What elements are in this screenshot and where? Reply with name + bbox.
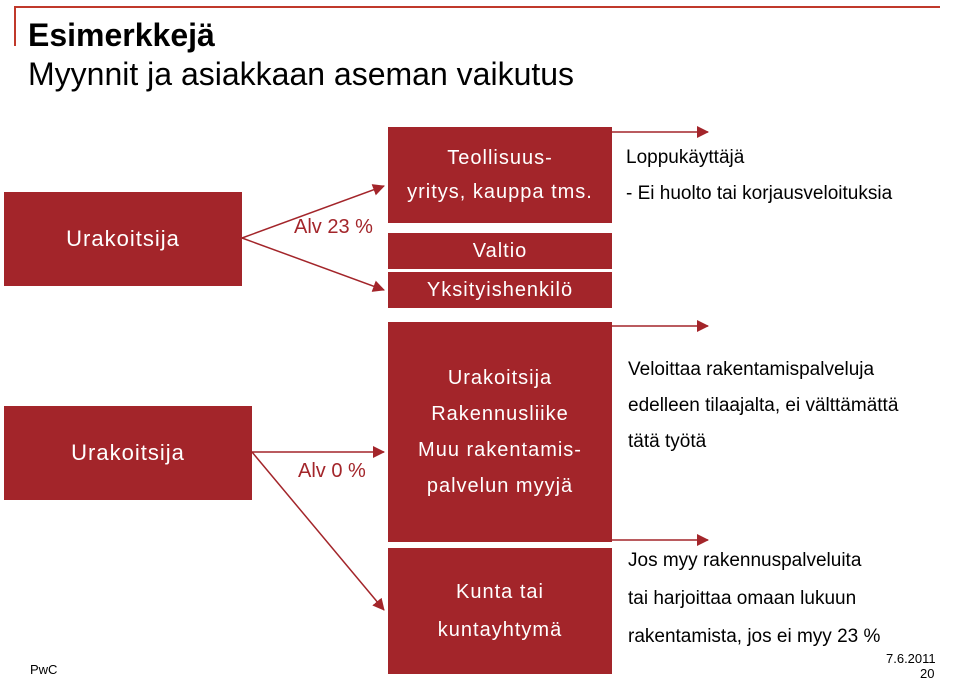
- note-line: tai harjoittaa omaan lukuun: [628, 588, 857, 609]
- buyer-line: palvelun myyjä: [426, 475, 574, 497]
- buyer-state-label: Valtio: [472, 239, 528, 262]
- buyer-box-industry: [388, 127, 612, 223]
- buyer-box-municipality: [388, 548, 612, 674]
- page-title: Esimerkkejä: [28, 17, 215, 53]
- buyer-line: Muu rakentamis-: [418, 439, 582, 461]
- vat-label-0: Alv 0 %: [298, 460, 366, 482]
- buyer-box-state: [388, 233, 612, 269]
- contractor-box-row1: [4, 192, 242, 286]
- note-line: - Ei huolto tai korjausveloituksia: [626, 183, 893, 204]
- buyer-line: yritys, kauppa tms.: [407, 181, 593, 203]
- note-line: tätä työtä: [628, 431, 707, 452]
- buyer-box-individual: [388, 272, 612, 308]
- buyer-individual-label: Yksityishenkilö: [426, 278, 574, 301]
- buyer-line: Teollisuus-: [447, 147, 553, 169]
- note-line: Veloittaa rakentamispalveluja: [628, 359, 875, 380]
- page-number: 20: [920, 666, 935, 681]
- brand-label: PwC: [30, 662, 58, 677]
- note-line: rakentamista, jos ei myy 23 %: [628, 626, 881, 647]
- contractor-box-row2: [4, 406, 252, 500]
- note-row3: [628, 542, 880, 656]
- buyer-line: kuntayhtymä: [437, 619, 563, 641]
- contractor-label: Urakoitsija: [66, 226, 180, 251]
- vat-label-23: Alv 23 %: [294, 216, 373, 238]
- buyer-line: Urakoitsija: [447, 367, 553, 389]
- contractor-label: Urakoitsija: [71, 440, 185, 465]
- note-row1: [626, 140, 892, 212]
- buyer-line: Rakennusliike: [431, 403, 569, 425]
- buyer-box-contractor: [388, 322, 612, 542]
- note-line: Loppukäyttäjä: [626, 147, 745, 168]
- note-line: edelleen tilaajalta, ei välttämättä: [628, 395, 899, 416]
- date-label: 7.6.2011: [886, 651, 936, 666]
- page-subtitle: Myynnit ja asiakkaan aseman vaikutus: [28, 56, 575, 92]
- note-line: Jos myy rakennuspalveluita: [628, 550, 862, 571]
- arrow-row1-down: [242, 238, 384, 290]
- note-row2: [628, 352, 898, 460]
- buyer-line: Kunta tai: [456, 581, 544, 603]
